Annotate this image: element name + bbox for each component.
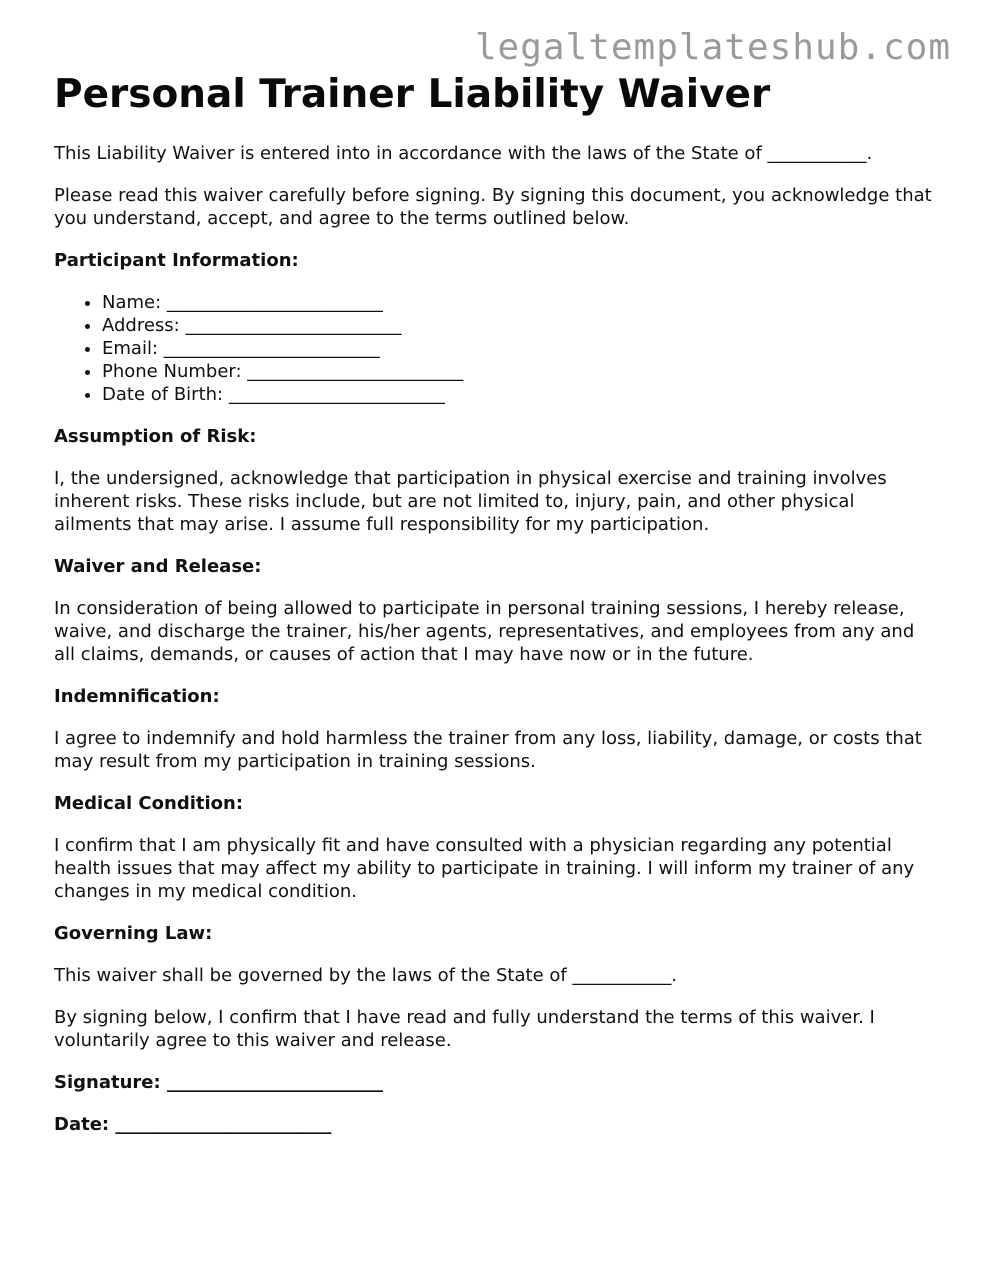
- date-line: Date: ________________________: [54, 1114, 332, 1135]
- waiver-heading: Waiver and Release:: [54, 556, 262, 577]
- assumption-text: I, the undersigned, acknowledge that participation in physical exercise and training involves inherent risks. These risks include, but are not limited to, injury, pain, and other physical ailments that may arise. I assume full responsibility for my participation.: [54, 468, 887, 535]
- field-name: • Name: ________________________: [102, 291, 934, 314]
- waiver-text: In consideration of being allowed to participate in personal training sessions, I hereby release, waive, and discharge the trainer, his/her agents, representatives, and employees from any and all claims, demands, or causes of action that I may have now or in the future.: [54, 598, 915, 665]
- participant-heading: Participant Information:: [54, 250, 299, 271]
- medical-text: I confirm that I am physically fit and have consulted with a physician regarding any potential health issues that may affect my ability to participate in training. I will inform my trainer of any changes in my medical condition.: [54, 835, 915, 902]
- governing-heading: Governing Law:: [54, 923, 213, 944]
- field-date-of-birth: • Date of Birth: ________________________: [102, 383, 934, 406]
- document-title: Personal Trainer Liability Waiver: [54, 72, 771, 117]
- governing-text: This waiver shall be governed by the laws of the State of ___________.: [54, 965, 678, 986]
- assumption-heading: Assumption of Risk:: [54, 426, 257, 447]
- indemnification-heading: Indemnification:: [54, 686, 220, 707]
- field-address: • Address: ________________________: [102, 314, 934, 337]
- intro-read-carefully: Please read this waiver carefully before signing. By signing this document, you acknowledge that you understand, accept, and agree to the terms outlined below.: [54, 185, 932, 229]
- watermark: legaltemplateshub.com: [474, 27, 951, 68]
- closing-statement: By signing below, I confirm that I have read and fully understand the terms of this waiver. I voluntarily agree to this waiver and release.: [54, 1007, 875, 1051]
- participant-field-list: [54, 291, 934, 406]
- indemnification-text: I agree to indemnify and hold harmless the trainer from any loss, liability, damage, or costs that may result from my participation in training sessions.: [54, 728, 922, 772]
- field-phone-number: • Phone Number: ________________________: [102, 360, 934, 383]
- medical-heading: Medical Condition:: [54, 793, 244, 814]
- field-email: • Email: ________________________: [102, 337, 934, 360]
- intro-state-line: This Liability Waiver is entered into in accordance with the laws of the State of ___________.: [54, 143, 873, 164]
- document-page: [54, 72, 934, 1136]
- signature-line: Signature: ________________________: [54, 1072, 383, 1093]
